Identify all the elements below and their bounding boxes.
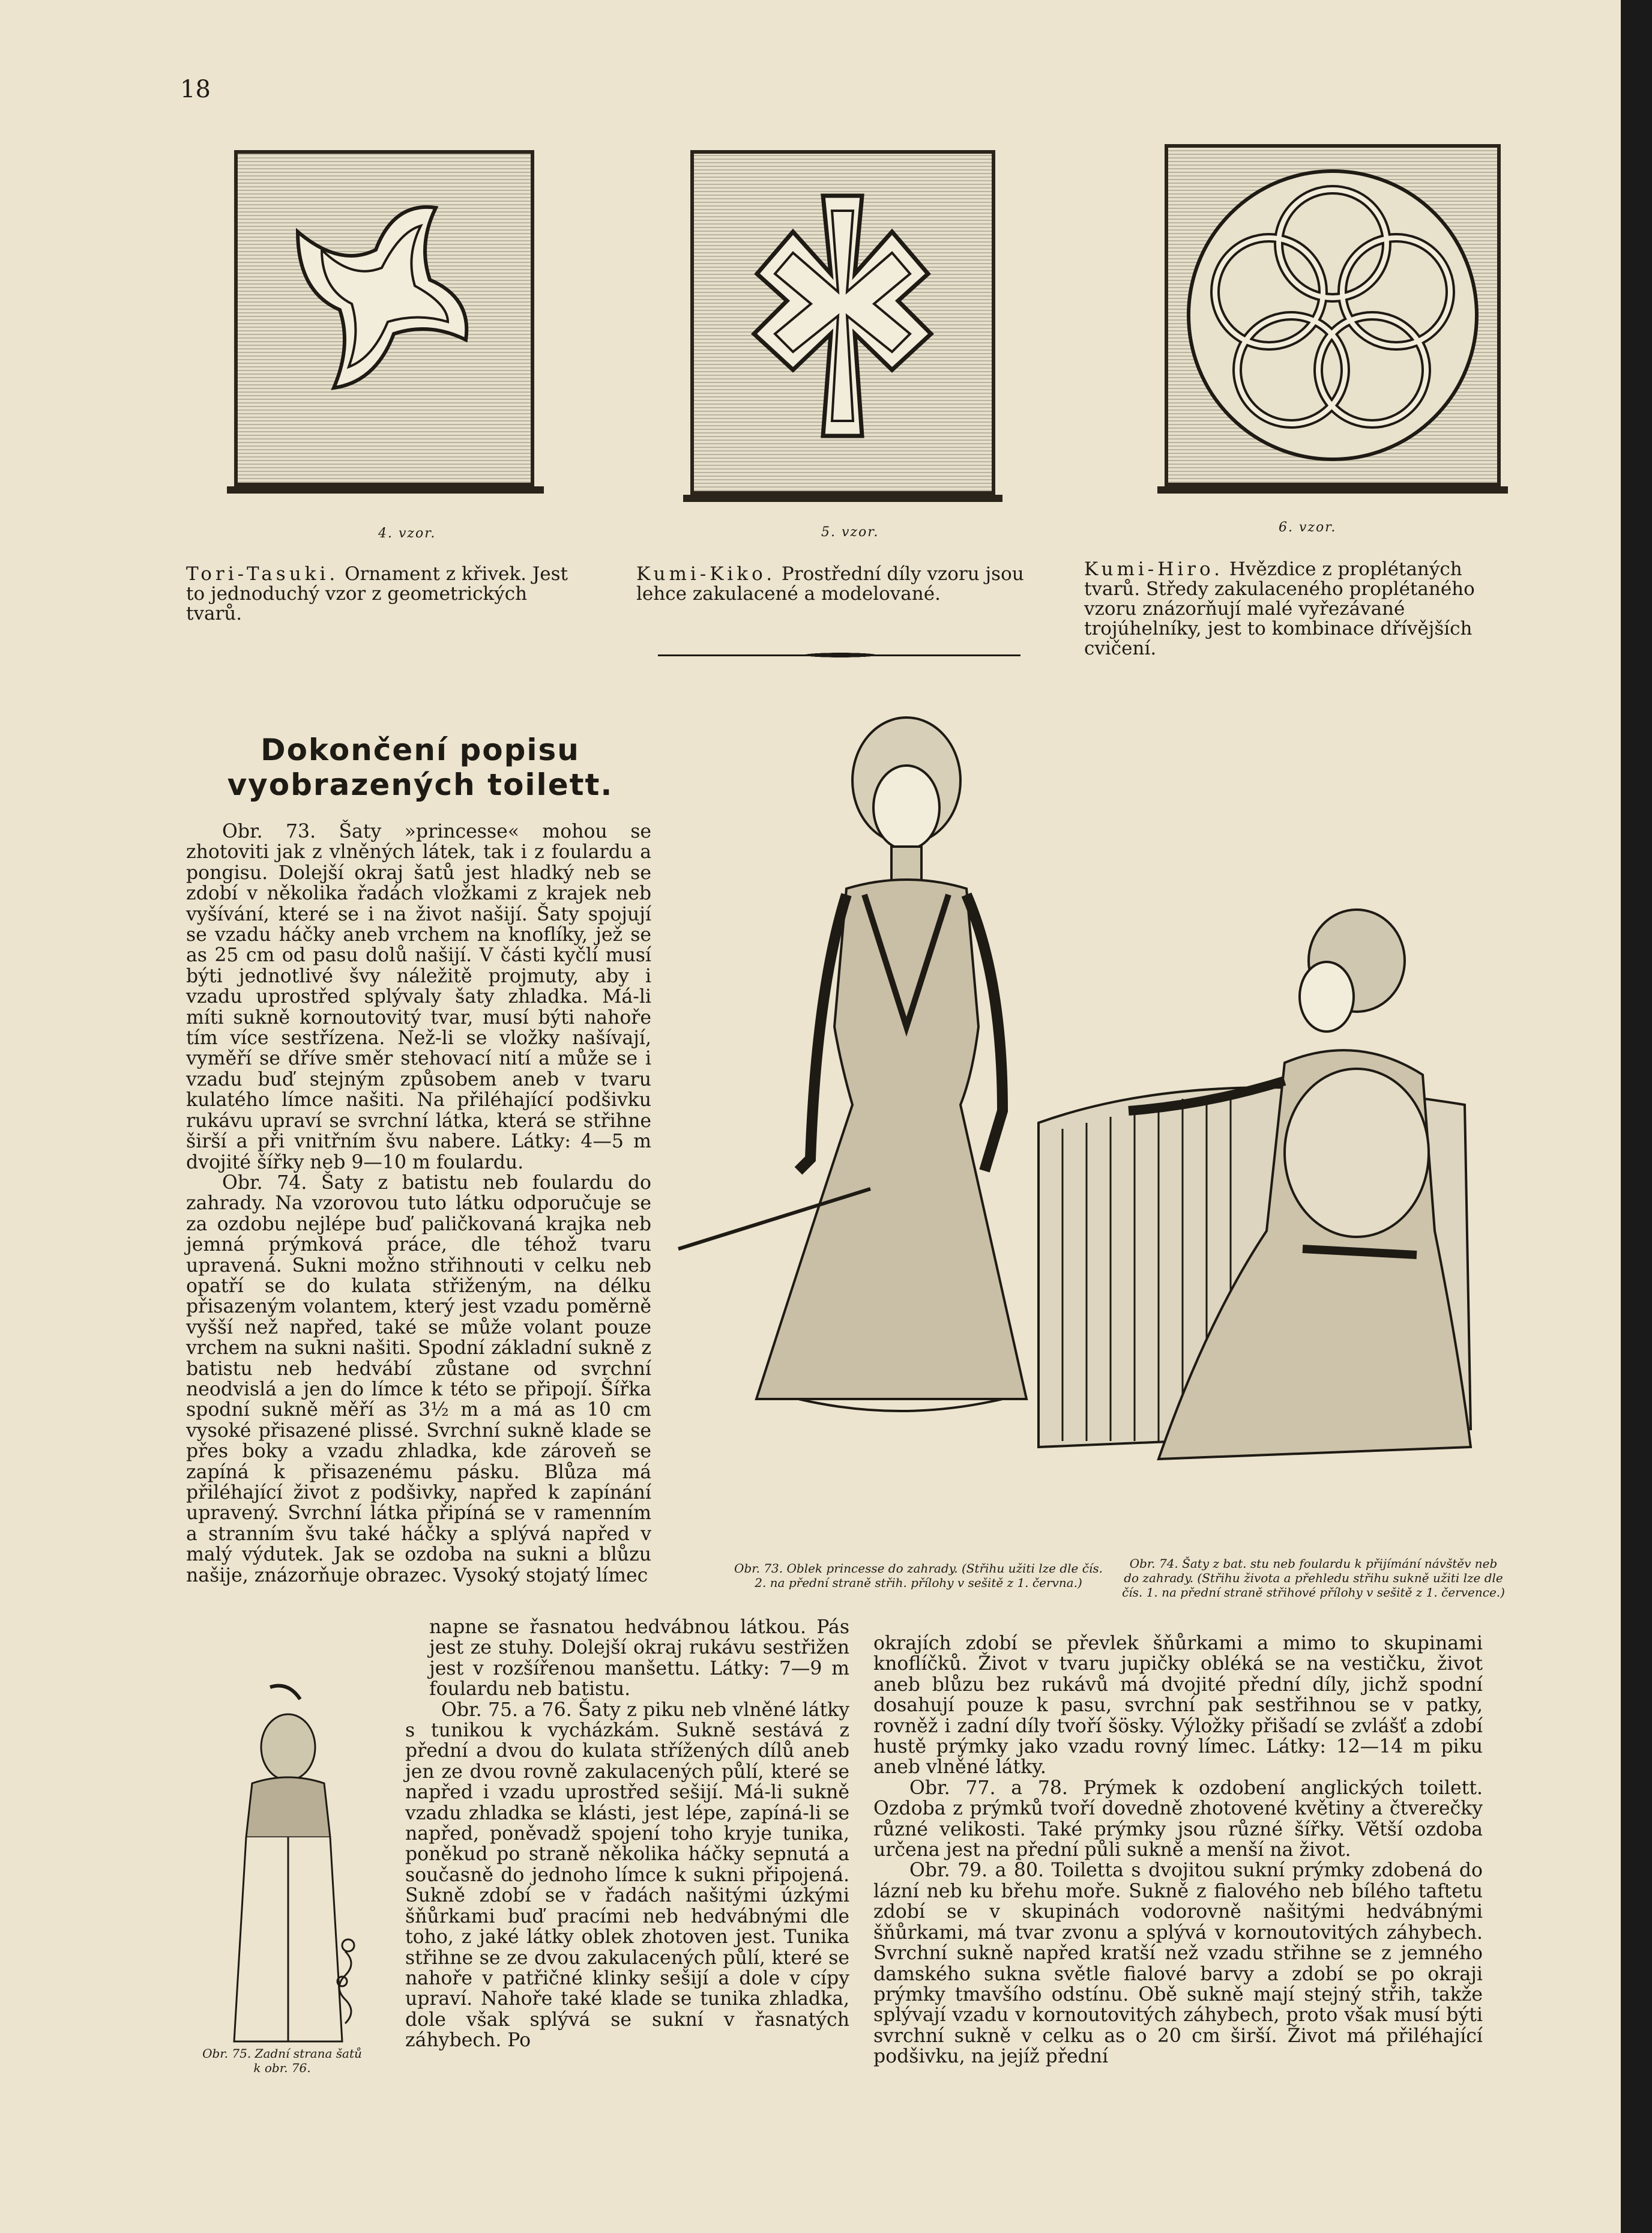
article-column-middle xyxy=(405,1617,849,2051)
caption-obr-74: Obr. 74. Šaty z bat. stu neb foulardu k přijímání návštěv neb do zahrady. (Střihu života a přehledu střihu sukně užiti lze dle čís. 1. na přední straně střihové přílohy v sešitě z 1. července.) xyxy=(1122,1556,1505,1600)
paragraph-obr-73: Obr. 73. Šaty »princesse« mohou se zhotoviti jak z vlněných látek, tak i z foulardu a pongisu. Dolejší okraj šatů jest hladký neb se zdobí v několika řadách vložkami z krajek neb vyšívání, které se i na život našijí. Šaty spojují se vzadu háčky aneb vrchem na knoflíky, jež se as 25 cm od pasu dolů našijí. V části kyčlí musí býti jednotlivé švy náležitě projmuty, aby i vzadu uprostřed splývaly šaty zhladka. Má-li míti sukně kornoutovitý tvar, musí býti nahoře tím více sestřízena. Než-li se vložky našívají, vyměří se dříve směr stehovací nití a může se i vzadu buď stejným způsobem aneb v tvaru kulatého límce našiti. Na přiléhající podšivku rukávu upraví se svrchní látka, která se střihne širší a při vnitřním švu nabere. Látky: 4—5 m dvojité šířky neb 9—10 m foulardu. xyxy=(186,821,651,1173)
kumi-kiko-ornament-illustration xyxy=(694,154,992,491)
pattern-6-base xyxy=(1157,486,1508,494)
tori-tasuki-ornament-illustration xyxy=(238,154,531,483)
pattern-4-name: Tori-Tasuki. xyxy=(186,563,339,585)
pattern-6-caption xyxy=(1084,560,1516,659)
paragraph-obr-79-80: Obr. 79. a 80. Toiletta s dvojitou sukní prýmky zdobená do lázní neb ku břehu moře. Sukně z fialového neb bílého taftetu zdobí se v skupinách vodorovně našitými hedvábnými šňůrkami, má tvar zvonu a splývá v kornoutovitých záhybech. Svrchní sukně napřed kratší než vzadu střihne se z jemného damského sukna světle fialové barvy a zdobí se po okraji prýmky tmavšího odstínu. Obě sukně mají stejný střih, takže splývají vzadu v kornoutovitých záhybech, proto však musí býti svrchní sukně v celku as o 20 cm širší. Život má přiléhající podšivku, na jejíž přední xyxy=(873,1860,1483,2068)
page-number: 18 xyxy=(180,76,211,103)
fashion-illustration-obr-75-back-view xyxy=(198,1681,378,2053)
pattern-6-text: Hvězdice z proplétaných tvarů. Středy zakulaceného proplétaného vzoru znázorňují malé vyřezávané trojúhelníky, jest to kombinace dřívějších cvičení. xyxy=(1084,558,1475,659)
paragraph-obr-74: Obr. 74. Šaty z batistu neb foulardu do zahrady. Na vzorovou tuto látku odporučuje se za ozdobu nejlépe buď paličkovaná krajka neb jemná prýmková práce, dle téhož tvaru upravená. Sukni možno střihnouti v celku neb opatří se do kulata střiženým, na délku přisazeným volantem, který jest vzadu poměrně vyšší než napřed, také se může volant pouze vrchem na sukni našiti. Spodní základní sukně z batistu neb hedvábí zůstane od svrchní neodvislá a jen do límce k této se připojí. Šířka spodní sukně měří as 3½ m a má as 10 cm vysoké přisazené plissé. Svrchní sukně klade se přes boky a vzadu zhladka, kde zároveň se zapíná k přisazenému pásku. Blůza má přiléhající život z podšivky, napřed k zapínání upravený. Svrchní látka připíná se v ramenním a stranním švu také háčky a splývá napřed v malý výdutek. Jak se ozdoba na sukni a blůzu našije, znázorňuje obrazec. Vysoký stojatý límec xyxy=(186,1171,651,1586)
article-column-left xyxy=(186,821,651,1586)
paragraph-obr-75-76: Obr. 75. a 76. Šaty z piku neb vlněné látky s tunikou k vycházkám. Sukně sestává z přední a dvou do kulata střížených dílů aneb jen ze dvou rovně zakulacených půlí, které se napřed i vzadu uprostřed sešijí. Má-li sukně vzadu zhladka se klásti, jest lépe, zapíná-li se napřed, poněvadž spojení toho kryje tunika, poněkud po straně několika háčky sepnutá a současně do jednoho límce k sukni připojená. Sukně zdobí se v řadách našitými úzkými šňůrkami buď pracími neb hedvábnými dle toho, z jaké látky oblek zhotoven jest. Tunika střihne se ze dvou zakulacených půlí, které se nahoře v patřičné klinky sešijí a dole v cípy upraví. Nahoře také klade se tunika zhladka, dole však splývá se sukní v řasnatých záhybech. Po xyxy=(405,1699,849,2052)
pattern-4-label: 4. vzor. xyxy=(378,526,436,541)
paragraph-obr-77-78: Obr. 77. a 78. Prýmek k ozdobení anglických toilett. Ozdoba z prýmků tvoří dovedně zhotovené květiny a čtverečky různé velikosti. Také prýmky jsou různé šířky. Větší ozdoba určena jest na přední půli sukně a menší na život. xyxy=(873,1777,1483,1861)
pattern-5-label: 5. vzor. xyxy=(821,525,879,540)
pattern-4-text: Ornament z křivek. Jest to jednoduchý vzor z geometrických tvarů. xyxy=(186,563,568,624)
pattern-4-base xyxy=(227,486,544,494)
divider-ornament xyxy=(756,650,924,660)
pattern-6-name: Kumi-Hiro. xyxy=(1084,558,1223,580)
pattern-5-base xyxy=(683,495,1002,502)
pattern-6-plaque xyxy=(1165,144,1501,486)
article-column-right xyxy=(873,1633,1483,2067)
pattern-5-caption xyxy=(636,564,1032,604)
pattern-5-name: Kumi-Kiko. xyxy=(636,563,776,585)
fashion-illustration-obr-73-74 xyxy=(666,690,1507,1549)
paragraph-obr-75-76-cont: okrajích zdobí se převlek šňůrkami a mimo to skupinami knoflíčků. Život v tvaru jupičky obléká se na vestičku, život aneb blůzu bez rukávů má dvojité přední díly, jichž spodní dosahují pouze k pasu, svrchní pak sestřihnou se v patky, rovněž i zadní díly tvoří šösky. Výložky přišadí se zvlášť a zdobí hustě prýmky jako vzadu rovný límec. Látky: 12—14 m piku aneb vlněné látky. xyxy=(873,1633,1483,1778)
caption-obr-75: Obr. 75. Zadní strana šatů k obr. 76. xyxy=(202,2046,362,2075)
pattern-6-label: 6. vzor. xyxy=(1279,520,1337,535)
pattern-4-caption xyxy=(186,564,576,624)
kumi-hiro-ornament-illustration xyxy=(1168,148,1497,483)
caption-obr-73: Obr. 73. Oblek princesse do zahrady. (Střihu užiti lze dle čís. 2. na přední straně střih. přílohy v sešitě z 1. června.) xyxy=(734,1561,1103,1590)
paragraph-obr-74-cont: napne se řasnatou hedvábnou látkou. Pás jest ze stuhy. Dolejší okraj rukávu sestřižen jest v rozšířenou manšettu. Látky: 7—9 m foulardu neb batistu. xyxy=(429,1616,849,1700)
article-title: Dokončení popisu vyobrazených toilett. xyxy=(227,733,613,802)
pattern-4-plaque xyxy=(234,150,534,486)
pattern-5-plaque xyxy=(690,150,995,495)
pattern-5-text: Prostřední díly vzoru jsou lehce zakulacené a modelované. xyxy=(636,563,1024,605)
